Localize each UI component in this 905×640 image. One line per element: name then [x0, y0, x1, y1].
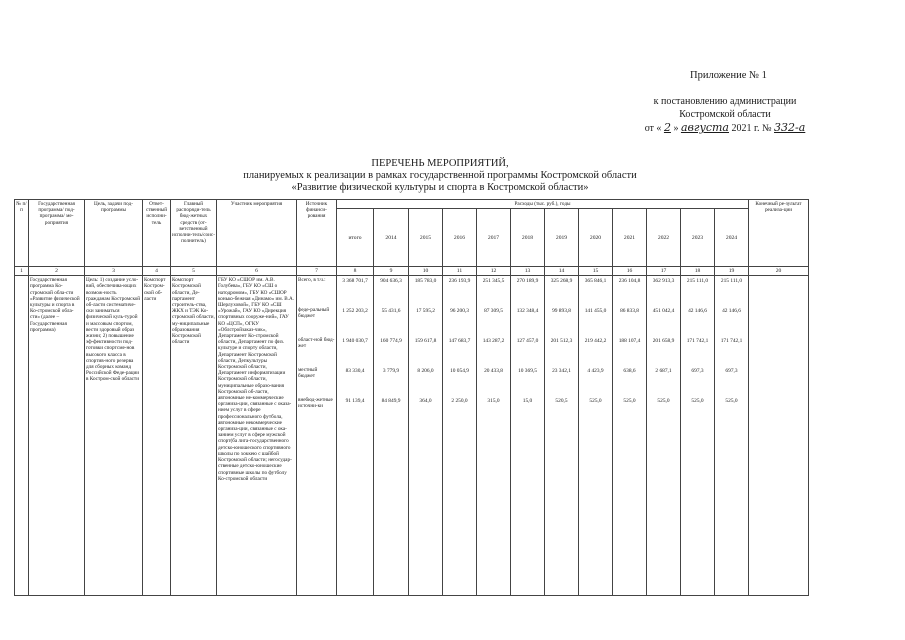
header-no: № п/п: [15, 200, 29, 267]
amount-cell: 84 849,9: [381, 398, 401, 405]
amount-cell: 23 342,1: [552, 368, 571, 375]
amount-cell: 201 658,9: [652, 338, 675, 345]
amount-cell: 147 683,7: [448, 338, 471, 345]
amount-cell: 215 111,0: [686, 278, 709, 285]
amount-cell: 91 139,4: [345, 398, 365, 405]
amounts-2014: [374, 276, 409, 596]
source-local: местный бюджет: [298, 367, 318, 380]
amount-cell: 42 146,6: [722, 308, 741, 315]
table-row: [15, 276, 809, 596]
amount-cell: 365 846,1: [584, 278, 607, 285]
amount-cell: 10 369,5: [518, 368, 537, 375]
column-number: 19: [715, 267, 749, 276]
amount-cell: 364,0: [419, 398, 432, 405]
amount-cell: 1 940 030,7: [342, 338, 368, 345]
title-line-1: ПЕРЕЧЕНЬ МЕРОПРИЯТИЙ,: [371, 158, 509, 169]
header-year: 2015: [409, 209, 443, 267]
amount-cell: 362 913,3: [652, 278, 675, 285]
amount-cell: 143 287,2: [482, 338, 505, 345]
decree-reference: [600, 95, 850, 135]
header-year: 2016: [443, 209, 477, 267]
amount-cell: 2 687,1: [655, 368, 672, 375]
title-line-3: «Развитие физической культуры и спорта в Костромской области»: [291, 182, 589, 193]
amount-cell: 904 636,3: [380, 278, 402, 285]
column-number: 7: [297, 267, 337, 276]
decree-date-prefix: от «: [644, 123, 662, 134]
amount-cell: 17 595,2: [416, 308, 435, 315]
amount-cell: 520,5: [555, 398, 568, 405]
column-number: 14: [545, 267, 579, 276]
amount-cell: 185 783,0: [414, 278, 437, 285]
column-number: 12: [477, 267, 511, 276]
amount-cell: 215 111,0: [720, 278, 743, 285]
amount-cell: 4 423,9: [587, 368, 604, 375]
amount-cell: 86 833,8: [620, 308, 639, 315]
column-number: 18: [681, 267, 715, 276]
amount-cell: 171 742,1: [686, 338, 709, 345]
header-expenses: Расходы (тыс. руб.), годы: [337, 200, 749, 209]
source-extrabudgetary: внебюд-жетные источни-ки: [298, 397, 333, 410]
amount-cell: 188 107,4: [618, 338, 641, 345]
header-result: Конечный ре-зультат реализа-ции: [749, 200, 809, 267]
amounts-2022: [647, 276, 681, 596]
header-year: 2019: [545, 209, 579, 267]
amount-cell: 8 206,0: [417, 368, 434, 375]
row-no: [15, 276, 29, 596]
source-regional: област-ной бюд-жет: [298, 337, 335, 350]
amount-cell: 236 104,8: [618, 278, 641, 285]
amounts-total: [337, 276, 374, 596]
amount-cell: 525,0: [589, 398, 602, 405]
column-number: 17: [647, 267, 681, 276]
column-number: 4: [143, 267, 171, 276]
column-number: 11: [443, 267, 477, 276]
column-number: 5: [171, 267, 217, 276]
amount-cell: 96 200,3: [450, 308, 469, 315]
amount-cell: 325 268,9: [550, 278, 573, 285]
header-goal: Цель, задачи под-программы: [85, 200, 143, 267]
row-participants: ГБУ КО «СШОР им. А.В. Голубева», ГБУ КО «СШ о натодромом», ГБУ КО «СШОР конько-бежная «Динамо» им. В.А. Шерлуховой», ГБУ КО «СШ «Урожай», ГАУ КО «Дирекция спортивных сооруже-ний», ГАУ КО «ЦСП», ОГКУ «Облстройзаказ-чик», Департамент Ко-стромской области, Департамент по физ. культуре и спорту области, Департамент Костромской области, Депкультуры Костромской области, Департамент информатизации Костромской области, муниципальные образо-вания Костромской об-ласти, автономные не-коммерческие организа-ции, связанные с оказа-нием услуг в сфере профессионального футбола, автономные некоммерческие организа-ции, связанные с ока-занием услуг в сфере мужской спорт(ба лига-государственного детско-юношеского спортивного школы по хоккею с шайбой Костромской области; негосудар-ственные детско-юношеские спортивные школы по футболу Ко-стромской области: [217, 276, 297, 596]
document-title: [220, 158, 660, 194]
header-year: 2023: [681, 209, 715, 267]
amount-cell: 251 345,5: [482, 278, 505, 285]
decree-year: 2021 г. №: [731, 123, 772, 134]
header-year: 2014: [374, 209, 409, 267]
decree-date-line: [600, 121, 850, 135]
amounts-2016: [443, 276, 477, 596]
amount-cell: 159 617,8: [414, 338, 437, 345]
amount-cell: 15,0: [522, 398, 533, 405]
header-total: итого: [337, 209, 374, 267]
amount-cell: 83 330,4: [345, 368, 365, 375]
amount-cell: 3 368 701,7: [342, 278, 368, 285]
column-number: 1: [15, 267, 29, 276]
row-result: [749, 276, 809, 596]
header-year: 2020: [579, 209, 613, 267]
amount-cell: 525,0: [657, 398, 670, 405]
amount-cell: 236 193,9: [448, 278, 471, 285]
amount-cell: 55 431,6: [381, 308, 401, 315]
amount-cell: 201 512,3: [550, 338, 573, 345]
amount-cell: 127 457,0: [516, 338, 539, 345]
row-goal: Цель: 1) создание усло-вий, обеспечива-ющих возмож-ность гражданам Костромской об-ласти систематиче-ски заниматься физической куль-турой и массовым спортом, вести здоровый образ жизни; 2) повышение эф-фективности под-готовки спортсме-нов высокого класса в спортив-ного резерва для сборных команд Российской Феде-рации в Костром-ской области: [85, 276, 143, 596]
header-year: 2017: [477, 209, 511, 267]
row-responsible: Комспорт Костром-ской об-ласти: [143, 276, 171, 596]
column-number: 2: [29, 267, 85, 276]
amounts-2021: [613, 276, 647, 596]
column-number: 10: [409, 267, 443, 276]
amounts-2024: [715, 276, 749, 596]
amount-cell: 315,0: [487, 398, 500, 405]
column-number: 9: [374, 267, 409, 276]
amounts-2017: [477, 276, 511, 596]
amount-cell: 525,0: [691, 398, 704, 405]
amounts-2020: [579, 276, 613, 596]
row-program: Государственная программа Ко-стромской обла-сти «Развитие физической культуры и спорта в Ко-стромской обла-сти» (далее – Государственная программа): [29, 276, 85, 596]
amount-cell: 160 774,9: [380, 338, 402, 345]
column-number: 20: [749, 267, 809, 276]
decree-date-mid: »: [673, 123, 679, 134]
amount-cell: 87 309,5: [484, 308, 503, 315]
amount-cell: 270 189,9: [516, 278, 539, 285]
source-federal: феде-ральный бюджет: [298, 307, 330, 320]
amount-cell: 20 433,8: [484, 368, 503, 375]
header-manager: Главный распоряди-тель бюд-жетных средств (от-ветственный исполни-тель/соис-полнитель): [171, 200, 217, 267]
amount-cell: 99 893,8: [552, 308, 571, 315]
decree-day: 2: [663, 121, 671, 134]
header-program: Государственная программа/ под-программа/ ме-роприятия: [29, 200, 85, 267]
column-number: 8: [337, 267, 374, 276]
amount-cell: 525,0: [725, 398, 738, 405]
decree-line-2: Костромской области: [679, 109, 771, 120]
amounts-2015: [409, 276, 443, 596]
header-year: 2018: [511, 209, 545, 267]
amount-cell: 638,6: [623, 368, 636, 375]
amount-cell: 3 779,9: [382, 368, 400, 375]
decree-month: августа: [680, 121, 729, 134]
header-participants: Участник мероприятия: [217, 200, 297, 267]
appendix-label: Приложение № 1: [690, 70, 767, 81]
amount-cell: 697,3: [725, 368, 738, 375]
row-manager: Комспорт Костромской области, Де-партамент строитель-ства, ЖКХ и ТЭК Ко-стромской области, му-ниципальные образования Костромской области: [171, 276, 217, 596]
title-line-2: планируемых к реализации в рамках государственной программы Костромской области: [243, 170, 637, 181]
amounts-2019: [545, 276, 579, 596]
column-number: 13: [511, 267, 545, 276]
amounts-2018: [511, 276, 545, 596]
amount-cell: 525,0: [623, 398, 636, 405]
decree-line-1: к постановлению администрации: [653, 96, 797, 107]
amount-cell: 697,3: [691, 368, 704, 375]
column-number: 15: [579, 267, 613, 276]
amount-cell: 171 742,1: [720, 338, 743, 345]
amount-cell: 1 252 203,2: [342, 308, 368, 315]
amount-cell: 219 442,2: [584, 338, 607, 345]
amount-cell: 451 042,4: [652, 308, 675, 315]
decree-number: 332-а: [774, 121, 806, 134]
header-responsible: Ответ-ственный исполни-тель: [143, 200, 171, 267]
header-year: 2022: [647, 209, 681, 267]
amount-cell: 42 146,6: [688, 308, 707, 315]
amount-cell: 141 455,0: [584, 308, 607, 315]
measures-table: [14, 199, 809, 596]
header-year: 2024: [715, 209, 749, 267]
column-number: 3: [85, 267, 143, 276]
amount-cell: 10 054,9: [450, 368, 469, 375]
source-total: Всего, в т.ч.:: [298, 277, 326, 284]
header-year: 2021: [613, 209, 647, 267]
column-number: 6: [217, 267, 297, 276]
amount-cell: 132 348,4: [516, 308, 539, 315]
amounts-2023: [681, 276, 715, 596]
row-sources: [297, 276, 337, 596]
column-number: 16: [613, 267, 647, 276]
header-source: Источник финанси-рования: [297, 200, 337, 267]
amount-cell: 2 250,0: [451, 398, 468, 405]
